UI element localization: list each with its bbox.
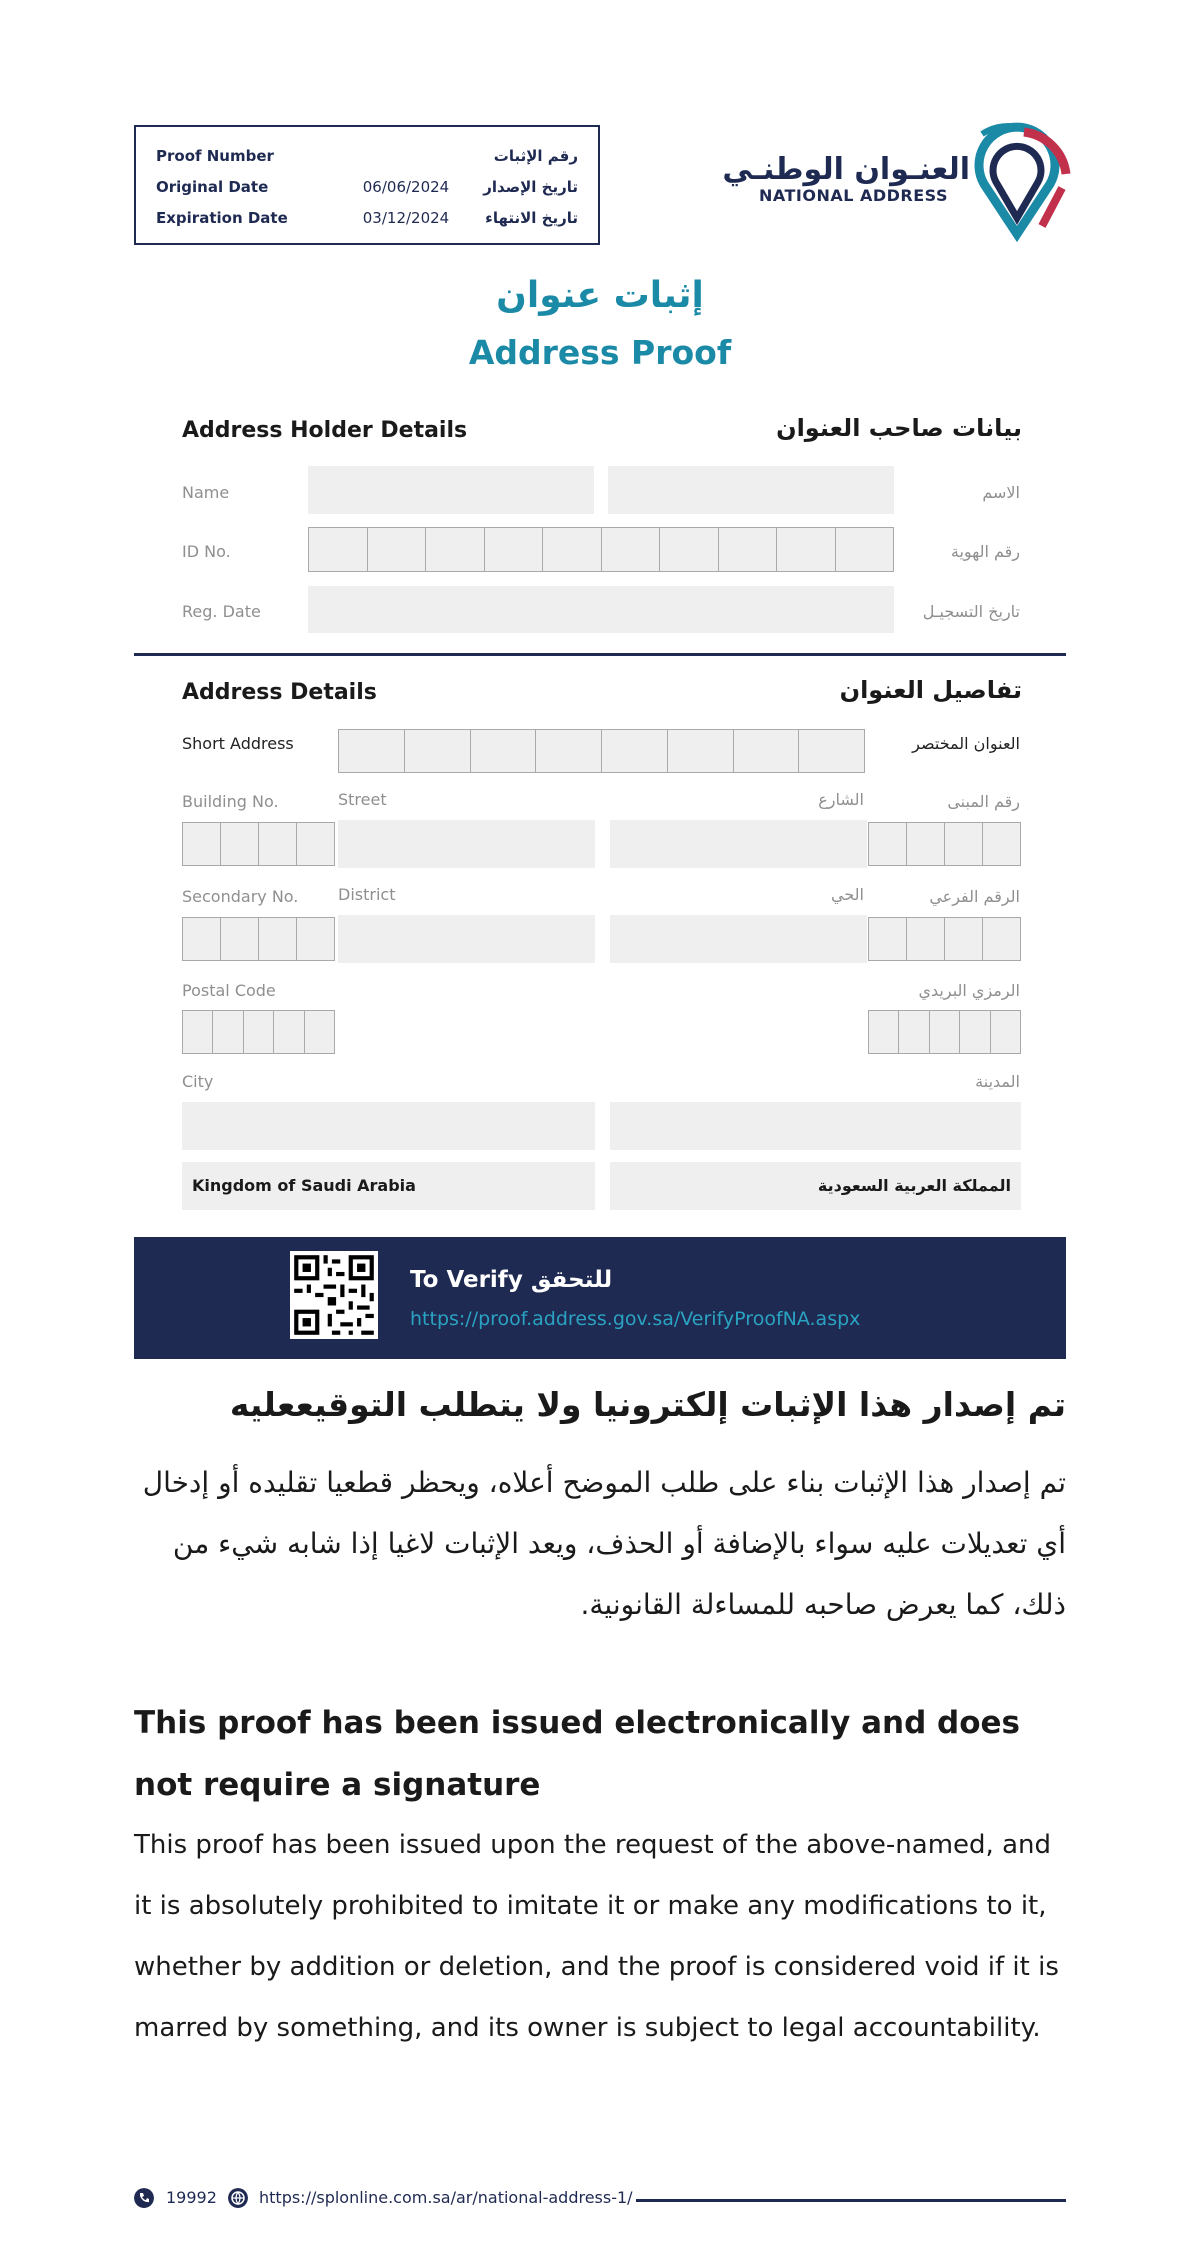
- name-label-ar: الاسم: [982, 483, 1020, 502]
- expiration-date-label-ar: تاريخ الانتهاء: [485, 209, 578, 227]
- street-label-ar: الشارع: [818, 790, 864, 809]
- building-label: Building No.: [182, 792, 279, 811]
- short-address-cells: [338, 729, 865, 773]
- original-date-label: Original Date: [156, 178, 269, 196]
- verify-link[interactable]: https://proof.address.gov.sa/VerifyProofNA.aspx: [410, 1308, 861, 1330]
- name-label: Name: [182, 483, 230, 502]
- proof-number-label: Proof Number: [156, 147, 274, 165]
- id-number-cells: [308, 527, 894, 572]
- phone-icon: [134, 2188, 154, 2208]
- globe-icon: [228, 2188, 248, 2208]
- original-date-label-ar: تاريخ الإصدار: [483, 178, 578, 196]
- page-title-ar: إثبات عنوان: [496, 275, 704, 316]
- district-field-ar: [610, 915, 867, 963]
- postal-code-cells-ar: [868, 1010, 1021, 1054]
- original-date-value: 06/06/2024: [362, 178, 450, 196]
- secondary-label-ar: الرقم الفرعي: [929, 887, 1020, 906]
- footer-phone: 19992: [166, 2188, 217, 2207]
- building-label-ar: رقم المبنى: [947, 792, 1020, 811]
- proof-number-row: [156, 147, 578, 169]
- id-label-ar: رقم الهوية: [950, 542, 1020, 561]
- secondary-number-cells-ar: [868, 917, 1021, 961]
- holder-heading-en: Address Holder Details: [182, 418, 468, 443]
- reg-date-label: Reg. Date: [182, 602, 261, 621]
- holder-heading-ar: بيانات صاحب العنوان: [776, 414, 1022, 442]
- short-address-label-ar: العنوان المختصر: [912, 734, 1020, 753]
- city-field-en: [182, 1102, 595, 1150]
- street-label: Street: [338, 790, 387, 809]
- secondary-label: Secondary No.: [182, 887, 299, 906]
- verify-banner: [134, 1237, 1066, 1359]
- section-divider: [134, 653, 1066, 656]
- proof-info-box: [134, 125, 600, 245]
- expiration-date-label: Expiration Date: [156, 209, 288, 227]
- street-field-ar: [610, 820, 867, 868]
- building-number-cells: [182, 822, 335, 866]
- name-field-ar: [608, 466, 894, 514]
- verify-title: To Verify للتحقق: [410, 1267, 613, 1293]
- district-label: District: [338, 885, 396, 904]
- page-title-en: Address Proof: [468, 333, 732, 372]
- reg-date-field: [308, 586, 894, 633]
- logo-text-en: NATIONAL ADDRESS: [758, 186, 948, 205]
- address-heading-en: Address Details: [182, 680, 377, 705]
- logo-text-ar: العنـوان الوطنـي: [722, 152, 970, 187]
- proof-number-label-ar: رقم الإثبات: [493, 147, 578, 165]
- district-label-ar: الحي: [831, 885, 864, 904]
- id-label: ID No.: [182, 542, 231, 561]
- city-label: City: [182, 1072, 214, 1091]
- postal-code-label-ar: الرمزي البريدي: [918, 981, 1020, 1000]
- national-address-logo-icon: [962, 122, 1072, 242]
- country-field-en: Kingdom of Saudi Arabia: [182, 1162, 595, 1210]
- city-label-ar: المدينة: [975, 1072, 1020, 1091]
- name-field-en: [308, 466, 594, 514]
- footer-line: [636, 2199, 1066, 2202]
- qr-code-icon: [290, 1251, 378, 1339]
- notice-title-en: This proof has been issued electronically and does not require a signature: [134, 1705, 1021, 1803]
- postal-code-cells: [182, 1010, 335, 1054]
- secondary-number-cells: [182, 917, 335, 961]
- city-field-ar: [610, 1102, 1021, 1150]
- footer-url[interactable]: https://splonline.com.sa/ar/national-address-1/: [259, 2188, 633, 2207]
- short-address-label: Short Address: [182, 734, 294, 753]
- expiration-date-row: [156, 209, 578, 231]
- address-heading-ar: تفاصيل العنوان: [839, 676, 1022, 704]
- notice-title-ar: تم إصدار هذا الإثبات إلكترونيا ولا يتطلب التوقيععليه: [229, 1385, 1066, 1424]
- district-field-en: [338, 915, 595, 963]
- notice-body-en: This proof has been issued upon the request of the above-named, and it is absolutely prohibited to imitate it or make any modifications to it, whether by addition or deletion, and the proof is considered void if it is marred by something, and its owner is subject to legal accountability.: [134, 1830, 1059, 2043]
- reg-date-label-ar: تاريخ التسجيـل: [922, 602, 1020, 621]
- notice-body-ar: تم إصدار هذا الإثبات بناء على طلب الموضح أعلاه، ويحظر قطعيا تقليده أو إدخال أي تعديلات عليه سواء بالإضافة أو الحذف، ويعد الإثبات لاغيا إذا شابه شيء من ذلك، كما يعرض صاحبه للمساءلة القانونية.: [142, 1466, 1066, 1621]
- street-field-en: [338, 820, 595, 868]
- original-date-row: [156, 178, 578, 200]
- country-field-ar: المملكة العربية السعودية: [610, 1162, 1021, 1210]
- expiration-date-value: 03/12/2024: [362, 209, 450, 227]
- postal-code-label: Postal Code: [182, 981, 276, 1000]
- building-number-cells-ar: [868, 822, 1021, 866]
